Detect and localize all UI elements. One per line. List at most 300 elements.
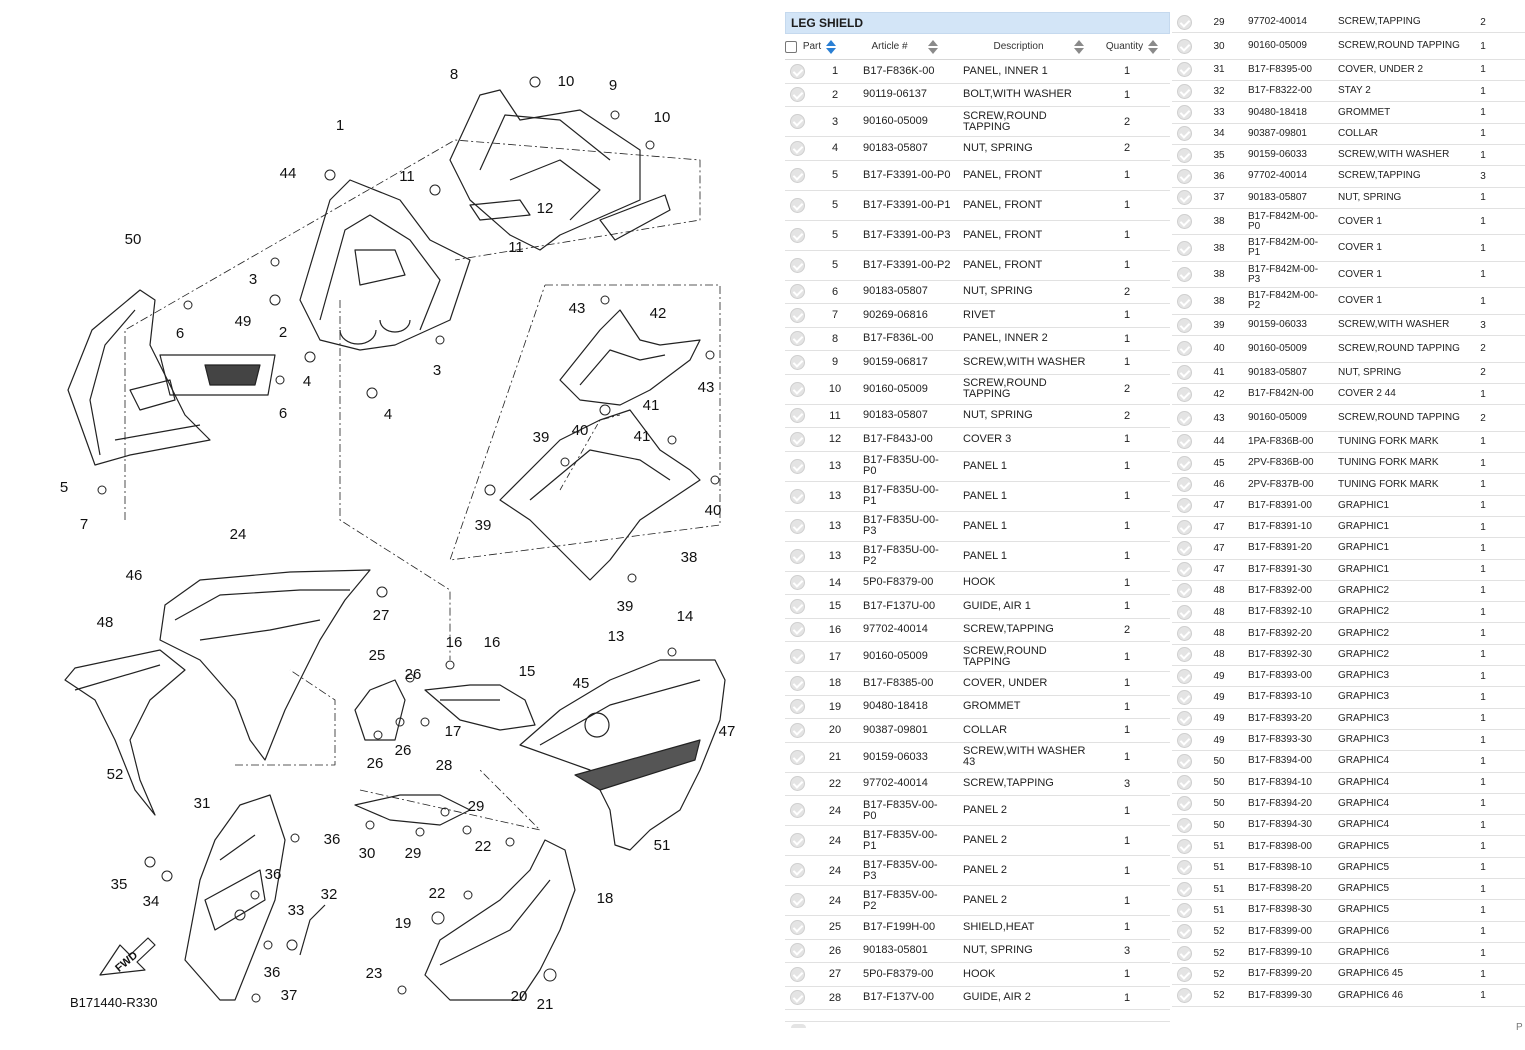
table-row[interactable] — [785, 84, 1170, 108]
check-circle-icon[interactable] — [1177, 690, 1192, 705]
table-row[interactable] — [1172, 858, 1525, 879]
check-circle-icon[interactable] — [1177, 988, 1192, 1003]
article-number[interactable]: 90183-05807 — [863, 286, 928, 298]
table-row[interactable] — [1172, 262, 1525, 289]
select-all-checkbox[interactable] — [785, 41, 797, 53]
callout-number[interactable]: 29 — [404, 845, 422, 862]
article-number[interactable]: B17-F137U-00 — [863, 600, 936, 612]
table-row[interactable] — [1172, 794, 1525, 815]
check-circle-icon[interactable] — [1177, 583, 1192, 598]
article-number[interactable]: 90480-18418 — [863, 701, 928, 713]
table-row[interactable] — [1172, 124, 1525, 145]
callout-number[interactable]: 40 — [704, 502, 722, 519]
callout-number[interactable]: 19 — [394, 915, 412, 932]
table-row[interactable] — [785, 161, 1170, 191]
callout-number[interactable]: 39 — [474, 517, 492, 534]
check-circle-icon[interactable] — [790, 575, 805, 590]
table-row[interactable] — [785, 826, 1170, 856]
article-number[interactable]: B17-F8398-20 — [1248, 884, 1312, 895]
table-row[interactable] — [1172, 12, 1525, 33]
callout-number[interactable]: 29 — [467, 798, 485, 815]
article-number[interactable]: 90159-06033 — [863, 751, 928, 763]
check-circle-icon[interactable] — [790, 432, 805, 447]
article-number[interactable]: B17-F8394-00 — [1248, 756, 1312, 767]
article-number[interactable]: B17-F8398-10 — [1248, 862, 1312, 873]
check-circle-icon[interactable] — [1177, 190, 1192, 205]
article-number[interactable]: 90160-05009 — [1248, 41, 1307, 52]
check-circle-icon[interactable] — [1177, 387, 1192, 402]
check-circle-icon[interactable] — [791, 1024, 806, 1028]
check-circle-icon[interactable] — [790, 459, 805, 474]
article-number[interactable]: 90480-18418 — [1248, 107, 1307, 118]
table-row[interactable] — [785, 328, 1170, 352]
callout-number[interactable]: 16 — [445, 634, 463, 651]
article-number[interactable]: B17-F8399-30 — [1248, 990, 1312, 1001]
callout-number[interactable]: 10 — [653, 109, 671, 126]
article-number[interactable]: 90183-05807 — [863, 410, 928, 422]
table-row[interactable] — [1172, 879, 1525, 900]
article-number[interactable]: B17-F8399-20 — [1248, 969, 1312, 980]
check-circle-icon[interactable] — [790, 87, 805, 102]
check-circle-icon[interactable] — [1177, 562, 1192, 577]
article-number[interactable]: 2PV-F837B-00 — [1248, 479, 1314, 490]
table-row[interactable] — [1172, 602, 1525, 623]
callout-number[interactable]: 9 — [608, 77, 618, 94]
check-circle-icon[interactable] — [790, 64, 805, 79]
table-row[interactable] — [1172, 581, 1525, 602]
callout-number[interactable]: 23 — [365, 965, 383, 982]
check-circle-icon[interactable] — [1177, 626, 1192, 641]
callout-number[interactable]: 31 — [193, 795, 211, 812]
article-number[interactable]: 1PA-F836B-00 — [1248, 436, 1314, 447]
check-circle-icon[interactable] — [1177, 541, 1192, 556]
table-row[interactable] — [785, 886, 1170, 916]
callout-number[interactable]: 2 — [278, 324, 288, 341]
check-circle-icon[interactable] — [1177, 105, 1192, 120]
check-circle-icon[interactable] — [1177, 903, 1192, 918]
table-row[interactable] — [785, 595, 1170, 619]
callout-number[interactable]: 36 — [323, 831, 341, 848]
callout-number[interactable]: 45 — [572, 675, 590, 692]
article-number[interactable]: 97702-40014 — [863, 778, 928, 790]
article-number[interactable]: B17-F835U-00-P0 — [863, 455, 939, 477]
callout-number[interactable]: 30 — [358, 845, 376, 862]
article-number[interactable]: B17-F835U-00-P3 — [863, 515, 939, 537]
table-row[interactable] — [1172, 496, 1525, 517]
callout-number[interactable]: 7 — [79, 516, 89, 533]
callout-number[interactable]: 21 — [536, 996, 554, 1013]
callout-number[interactable]: 46 — [125, 567, 143, 584]
check-circle-icon[interactable] — [790, 699, 805, 714]
check-circle-icon[interactable] — [790, 943, 805, 958]
table-row[interactable] — [785, 572, 1170, 596]
article-number[interactable]: 5P0-F8379-00 — [863, 577, 934, 589]
table-row[interactable] — [1172, 81, 1525, 102]
table-row[interactable] — [785, 137, 1170, 161]
article-number[interactable]: B17-F836L-00 — [863, 333, 934, 345]
table-row[interactable] — [1172, 315, 1525, 336]
article-number[interactable]: B17-F835U-00-P2 — [863, 545, 939, 567]
table-row[interactable] — [1172, 432, 1525, 453]
sort-icon[interactable] — [1074, 40, 1083, 54]
article-number[interactable]: 97702-40014 — [1248, 17, 1307, 28]
table-row[interactable] — [1172, 645, 1525, 666]
table-row[interactable] — [1172, 964, 1525, 985]
callout-number[interactable]: 43 — [568, 300, 586, 317]
article-number[interactable]: 90160-05009 — [1248, 413, 1307, 424]
callout-number[interactable]: 47 — [718, 723, 736, 740]
article-number[interactable]: 90183-05807 — [863, 142, 928, 154]
check-circle-icon[interactable] — [1177, 669, 1192, 684]
table-row[interactable] — [785, 351, 1170, 375]
check-circle-icon[interactable] — [1177, 924, 1192, 939]
article-number[interactable]: 90183-05801 — [863, 945, 928, 957]
table-row[interactable] — [1172, 985, 1525, 1006]
callout-number[interactable]: 26 — [404, 666, 422, 683]
table-row[interactable] — [1172, 33, 1525, 60]
callout-number[interactable]: 49 — [234, 313, 252, 330]
sort-icon[interactable] — [826, 40, 835, 54]
article-number[interactable]: B17-F8398-00 — [1248, 841, 1312, 852]
callout-number[interactable]: 5 — [59, 479, 69, 496]
article-number[interactable]: B17-F835V-00-P1 — [863, 829, 938, 852]
check-circle-icon[interactable] — [790, 308, 805, 323]
article-number[interactable]: B17-F8399-10 — [1248, 948, 1312, 959]
callout-number[interactable]: 42 — [649, 305, 667, 322]
article-number[interactable]: 90160-05009 — [863, 116, 928, 127]
table-row[interactable] — [785, 856, 1170, 886]
check-circle-icon[interactable] — [1177, 477, 1192, 492]
header-description[interactable] — [953, 34, 1093, 59]
check-circle-icon[interactable] — [1177, 520, 1192, 535]
table-row[interactable] — [785, 251, 1170, 281]
sort-icon[interactable] — [928, 40, 937, 54]
sort-icon[interactable] — [1148, 40, 1157, 54]
article-number[interactable]: B17-F3391-00-P2 — [863, 259, 951, 271]
table-row[interactable] — [785, 719, 1170, 743]
check-circle-icon[interactable] — [790, 331, 805, 346]
article-number[interactable]: B17-F843J-00 — [863, 433, 933, 445]
table-row[interactable] — [785, 963, 1170, 987]
callout-number[interactable]: 26 — [366, 755, 384, 772]
table-row[interactable] — [1172, 405, 1525, 432]
check-circle-icon[interactable] — [1177, 754, 1192, 769]
check-circle-icon[interactable] — [790, 258, 805, 273]
table-row[interactable] — [1172, 474, 1525, 495]
article-number[interactable]: 90183-05807 — [1248, 367, 1307, 378]
table-row[interactable] — [1172, 666, 1525, 687]
callout-number[interactable]: 17 — [444, 723, 462, 740]
check-circle-icon[interactable] — [790, 198, 805, 213]
article-number[interactable]: 90183-05807 — [1248, 192, 1307, 203]
article-number[interactable]: B17-F8393-30 — [1248, 735, 1312, 746]
check-circle-icon[interactable] — [1177, 775, 1192, 790]
callout-number[interactable]: 34 — [142, 893, 160, 910]
table-row[interactable] — [785, 512, 1170, 542]
table-row[interactable] — [1172, 709, 1525, 730]
callout-number[interactable]: 27 — [372, 607, 390, 624]
table-row[interactable] — [785, 542, 1170, 572]
check-circle-icon[interactable] — [1177, 241, 1192, 256]
callout-number[interactable]: 44 — [279, 165, 297, 182]
callout-number[interactable]: 48 — [96, 614, 114, 631]
table-row[interactable] — [1172, 836, 1525, 857]
table-row[interactable] — [1172, 235, 1525, 262]
article-number[interactable]: 90159-06033 — [1248, 150, 1307, 161]
table-row[interactable] — [1172, 145, 1525, 166]
check-circle-icon[interactable] — [1177, 411, 1192, 426]
table-row[interactable] — [785, 940, 1170, 964]
table-row[interactable] — [1172, 623, 1525, 644]
article-number[interactable]: 90387-09801 — [1248, 128, 1307, 139]
callout-number[interactable]: 36 — [264, 866, 282, 883]
article-number[interactable]: B17-F842N-00 — [1248, 389, 1314, 400]
callout-number[interactable]: 41 — [633, 428, 651, 445]
callout-number[interactable]: 52 — [106, 766, 124, 783]
callout-number[interactable]: 3 — [248, 271, 258, 288]
article-number[interactable]: B17-F8392-30 — [1248, 649, 1312, 660]
article-number[interactable]: 90387-09801 — [863, 724, 928, 736]
callout-number[interactable]: 14 — [676, 608, 694, 625]
table-row[interactable] — [1172, 166, 1525, 187]
check-circle-icon[interactable] — [790, 967, 805, 982]
check-circle-icon[interactable] — [790, 750, 805, 765]
article-number[interactable]: B17-F8391-20 — [1248, 543, 1312, 554]
check-circle-icon[interactable] — [790, 723, 805, 738]
callout-number[interactable]: 18 — [596, 890, 614, 907]
check-circle-icon[interactable] — [1177, 967, 1192, 982]
article-number[interactable]: B17-F8392-20 — [1248, 628, 1312, 639]
check-circle-icon[interactable] — [1177, 341, 1192, 356]
check-circle-icon[interactable] — [1177, 126, 1192, 141]
table-row[interactable] — [1172, 517, 1525, 538]
callout-number[interactable]: 20 — [510, 988, 528, 1005]
callout-number[interactable]: 36 — [263, 964, 281, 981]
callout-number[interactable]: 8 — [449, 66, 459, 83]
callout-number[interactable]: 50 — [124, 231, 142, 248]
article-number[interactable]: B17-F199H-00 — [863, 921, 936, 933]
callout-number[interactable]: 28 — [435, 757, 453, 774]
callout-number[interactable]: 32 — [320, 886, 338, 903]
article-number[interactable]: B17-F842M-00-P3 — [1248, 264, 1319, 285]
check-circle-icon[interactable] — [1177, 84, 1192, 99]
callout-number[interactable]: 12 — [536, 200, 554, 217]
table-row[interactable] — [785, 642, 1170, 672]
callout-number[interactable]: 38 — [680, 549, 698, 566]
check-circle-icon[interactable] — [790, 114, 805, 129]
article-number[interactable]: B17-F8398-30 — [1248, 905, 1312, 916]
callout-number[interactable]: 35 — [110, 876, 128, 893]
check-circle-icon[interactable] — [790, 355, 805, 370]
article-number[interactable]: B17-F8391-10 — [1248, 522, 1312, 533]
table-row[interactable] — [785, 60, 1170, 84]
table-row[interactable] — [785, 987, 1170, 1011]
check-circle-icon[interactable] — [790, 622, 805, 637]
callout-number[interactable]: 6 — [175, 325, 185, 342]
table-row[interactable] — [1172, 687, 1525, 708]
table-row[interactable] — [1172, 60, 1525, 81]
callout-number[interactable]: 16 — [483, 634, 501, 651]
table-row[interactable] — [1172, 538, 1525, 559]
article-number[interactable]: B17-F3391-00-P3 — [863, 229, 951, 241]
article-number[interactable]: 90159-06033 — [1248, 320, 1307, 331]
table-row[interactable] — [1172, 288, 1525, 315]
check-circle-icon[interactable] — [790, 776, 805, 791]
article-number[interactable]: B17-F842M-00-P1 — [1248, 238, 1319, 259]
article-number[interactable]: B17-F3391-00-P1 — [863, 199, 951, 211]
article-number[interactable]: 97702-40014 — [863, 624, 928, 636]
table-row[interactable] — [1172, 815, 1525, 836]
callout-number[interactable]: 43 — [697, 379, 715, 396]
article-number[interactable]: B17-F8399-00 — [1248, 926, 1312, 937]
check-circle-icon[interactable] — [1177, 647, 1192, 662]
article-number[interactable]: 90119-06137 — [863, 89, 928, 101]
callout-number[interactable]: 41 — [642, 397, 660, 414]
check-circle-icon[interactable] — [790, 599, 805, 614]
header-quantity[interactable] — [1093, 34, 1170, 59]
table-row[interactable] — [785, 428, 1170, 452]
callout-number[interactable]: 37 — [280, 987, 298, 1004]
table-row[interactable] — [785, 916, 1170, 940]
check-circle-icon[interactable] — [1177, 498, 1192, 513]
article-number[interactable]: B17-F842M-00-P0 — [1248, 211, 1319, 232]
check-circle-icon[interactable] — [790, 141, 805, 156]
article-number[interactable]: B17-F8394-20 — [1248, 798, 1312, 809]
article-number[interactable]: B17-F8395-00 — [1248, 64, 1312, 75]
table-row[interactable] — [1172, 751, 1525, 772]
article-number[interactable]: B17-F8392-10 — [1248, 607, 1312, 618]
callout-number[interactable]: 26 — [394, 742, 412, 759]
table-row[interactable] — [785, 191, 1170, 221]
check-circle-icon[interactable] — [1177, 796, 1192, 811]
check-circle-icon[interactable] — [1177, 214, 1192, 229]
check-circle-icon[interactable] — [1177, 818, 1192, 833]
check-circle-icon[interactable] — [1177, 169, 1192, 184]
table-row[interactable] — [785, 107, 1170, 137]
article-number[interactable]: 90269-06816 — [863, 309, 928, 321]
article-number[interactable]: 90160-05009 — [863, 651, 928, 662]
callout-number[interactable]: 22 — [474, 838, 492, 855]
callout-number[interactable]: 3 — [432, 362, 442, 379]
table-row[interactable] — [1172, 943, 1525, 964]
table-row[interactable] — [1172, 922, 1525, 943]
table-row[interactable] — [785, 281, 1170, 305]
table-row[interactable] — [1172, 336, 1525, 363]
callout-number[interactable]: 22 — [428, 885, 446, 902]
check-circle-icon[interactable] — [790, 284, 805, 299]
table-row[interactable] — [1172, 773, 1525, 794]
callout-number[interactable]: 15 — [518, 663, 536, 680]
article-number[interactable]: B17-F3391-00-P0 — [863, 169, 951, 181]
header-part[interactable] — [785, 34, 835, 59]
check-circle-icon[interactable] — [790, 549, 805, 564]
table-row[interactable] — [785, 405, 1170, 429]
article-number[interactable]: B17-F835V-00-P3 — [863, 859, 938, 882]
check-circle-icon[interactable] — [1177, 365, 1192, 380]
check-circle-icon[interactable] — [1177, 15, 1192, 30]
article-number[interactable]: B17-F835V-00-P2 — [863, 889, 938, 912]
article-number[interactable]: B17-F835U-00-P1 — [863, 485, 939, 507]
check-circle-icon[interactable] — [1177, 839, 1192, 854]
callout-number[interactable]: 10 — [557, 73, 575, 90]
article-number[interactable]: B17-F835V-00-P0 — [863, 799, 938, 822]
check-circle-icon[interactable] — [790, 519, 805, 534]
table-row[interactable] — [785, 796, 1170, 826]
table-row[interactable] — [785, 452, 1170, 482]
check-circle-icon[interactable] — [1177, 267, 1192, 282]
check-circle-icon[interactable] — [1177, 294, 1192, 309]
check-circle-icon[interactable] — [1177, 605, 1192, 620]
callout-number[interactable]: 51 — [653, 837, 671, 854]
table-row[interactable] — [1172, 209, 1525, 236]
article-number[interactable]: B17-F8393-20 — [1248, 713, 1312, 724]
callout-number[interactable]: 6 — [278, 405, 288, 422]
callout-number[interactable]: 1 — [335, 117, 345, 134]
article-number[interactable]: 90159-06817 — [863, 356, 928, 368]
check-circle-icon[interactable] — [790, 168, 805, 183]
check-circle-icon[interactable] — [1177, 62, 1192, 77]
check-circle-icon[interactable] — [790, 990, 805, 1005]
check-circle-icon[interactable] — [790, 893, 805, 908]
check-circle-icon[interactable] — [790, 920, 805, 935]
check-circle-icon[interactable] — [1177, 733, 1192, 748]
article-number[interactable]: B17-F8322-00 — [1248, 86, 1312, 97]
article-number[interactable]: 90160-05009 — [1248, 343, 1307, 354]
table-row[interactable] — [785, 619, 1170, 643]
check-circle-icon[interactable] — [1177, 148, 1192, 163]
callout-number[interactable]: 11 — [508, 239, 524, 256]
check-circle-icon[interactable] — [1177, 434, 1192, 449]
callout-number[interactable]: 24 — [229, 526, 247, 543]
article-number[interactable]: B17-F8393-00 — [1248, 671, 1312, 682]
check-circle-icon[interactable] — [790, 489, 805, 504]
article-number[interactable]: 5P0-F8379-00 — [863, 968, 934, 980]
table-row[interactable] — [1172, 384, 1525, 405]
table-row[interactable] — [1172, 900, 1525, 921]
article-number[interactable]: B17-F8394-10 — [1248, 777, 1312, 788]
check-circle-icon[interactable] — [790, 863, 805, 878]
check-circle-icon[interactable] — [1177, 39, 1192, 54]
article-number[interactable]: 97702-40014 — [1248, 171, 1307, 182]
table-row[interactable] — [1172, 730, 1525, 751]
callout-number[interactable]: 4 — [302, 373, 312, 390]
table-row[interactable] — [1172, 188, 1525, 209]
check-circle-icon[interactable] — [1177, 456, 1192, 471]
article-number[interactable]: B17-F842M-00-P2 — [1248, 291, 1319, 312]
article-number[interactable]: B17-F8391-30 — [1248, 564, 1312, 575]
article-number[interactable]: 90160-05009 — [863, 383, 928, 395]
article-number[interactable]: 2PV-F836B-00 — [1248, 458, 1314, 469]
article-number[interactable]: B17-F836K-00 — [863, 65, 935, 77]
check-circle-icon[interactable] — [790, 649, 805, 664]
article-number[interactable]: B17-F137V-00 — [863, 992, 934, 1004]
callout-number[interactable]: 4 — [383, 406, 393, 423]
article-number[interactable]: B17-F8385-00 — [863, 677, 934, 689]
table-row[interactable] — [1172, 453, 1525, 474]
table-row[interactable] — [785, 375, 1170, 405]
callout-number[interactable]: 11 — [399, 168, 415, 185]
callout-number[interactable]: 40 — [571, 422, 589, 439]
callout-number[interactable]: 39 — [532, 429, 550, 446]
check-circle-icon[interactable] — [1177, 711, 1192, 726]
header-article[interactable] — [835, 34, 953, 59]
check-circle-icon[interactable] — [790, 833, 805, 848]
check-circle-icon[interactable] — [1177, 860, 1192, 875]
table-row[interactable] — [785, 672, 1170, 696]
table-row[interactable] — [785, 773, 1170, 797]
callout-number[interactable]: 13 — [607, 628, 625, 645]
check-circle-icon[interactable] — [790, 408, 805, 423]
